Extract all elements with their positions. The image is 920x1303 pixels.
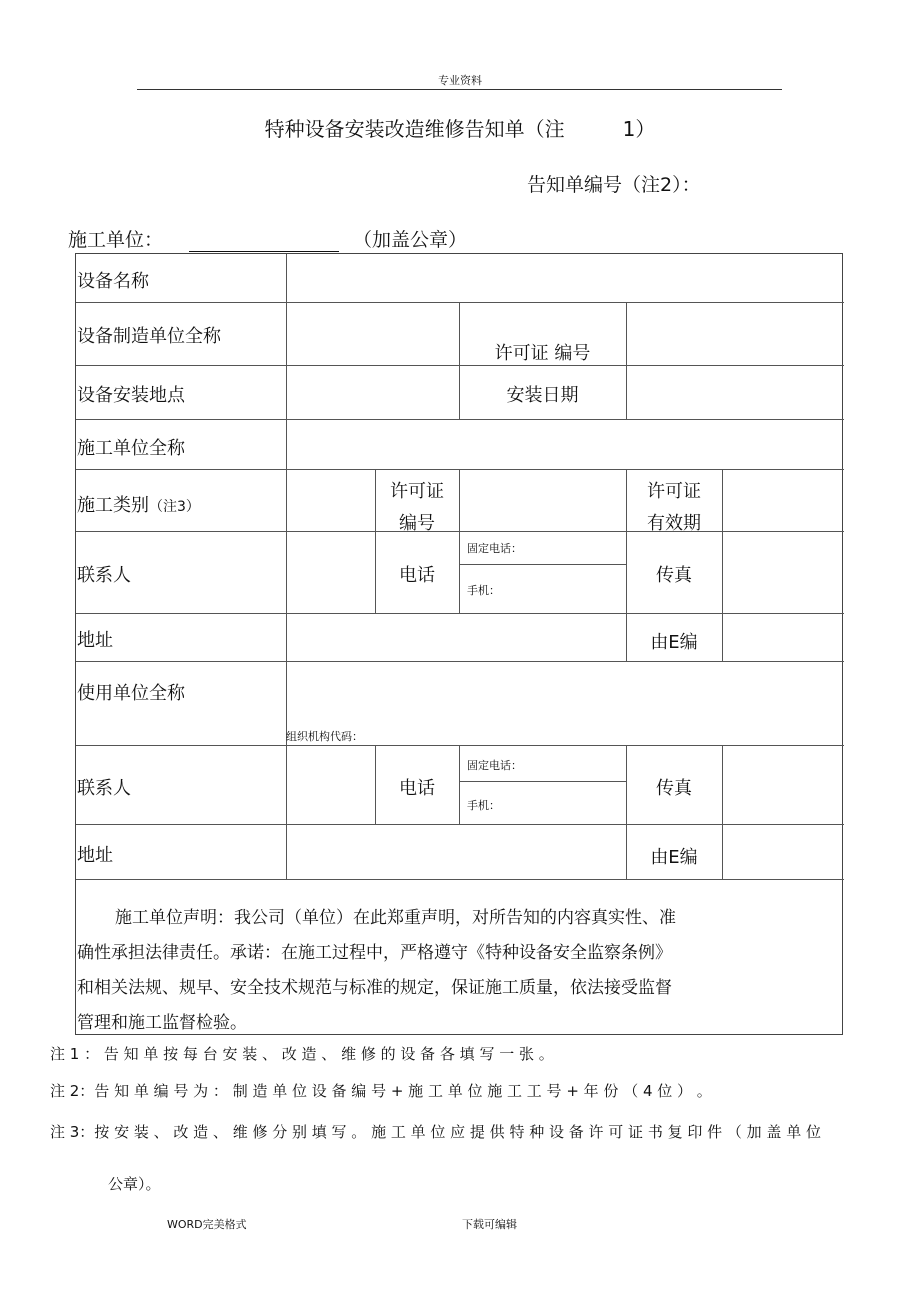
validity-label-line1: 许可证	[647, 481, 701, 502]
note-3: 注 3：按 安 装 、 改 造 、 维 修 分 别 填 写 。 施 工 单 位 应 提 供 特 种 设 备 许 可 证 书 复 印 件 （ 加 盖 单 位	[50, 1123, 821, 1141]
user-contact-field[interactable]	[287, 746, 374, 823]
mobile-label: 手机：	[467, 584, 500, 597]
construction-type-note: （注3）	[149, 499, 200, 515]
note-3-continued: 公章）。	[108, 1175, 161, 1193]
contractor-full-name-field[interactable]	[287, 420, 843, 468]
contractor-declaration	[77, 901, 837, 1041]
header-divider	[137, 89, 782, 90]
declaration-line: 确性承担法律责任。承诺：在施工过程中，严格遵守《特种设备安全监察条例》	[77, 943, 672, 963]
user-address-field[interactable]	[287, 825, 625, 878]
seal-note: （加盖公章）	[353, 229, 468, 251]
user-mobile-label: 手机：	[467, 799, 500, 812]
postcode-field[interactable]	[723, 614, 843, 660]
contractor-license-field[interactable]	[460, 470, 625, 530]
fax-label: 传真	[656, 565, 692, 586]
user-landline-label: 固定电话：	[467, 759, 522, 772]
postcode-label: 由E编	[650, 632, 698, 653]
contractor-line	[68, 225, 467, 252]
declaration-line: 和相关法规、规早、安全技术规范与标准的规定，保证施工质量，依法接受监督	[77, 978, 672, 998]
footer-left: WORD完美格式	[167, 1218, 247, 1231]
col-divider	[459, 745, 460, 824]
sub-row-divider	[459, 781, 626, 782]
user-full-name-field[interactable]	[287, 662, 843, 744]
install-location-label: 设备安装地点	[77, 385, 185, 406]
user-postcode-field[interactable]	[723, 825, 843, 878]
validity-label-line2: 有效期	[647, 513, 701, 534]
construction-type-text: 施工类别	[77, 495, 149, 516]
contact-field[interactable]	[287, 532, 374, 612]
address-label: 地址	[77, 630, 113, 651]
user-contact-label: 联系人	[77, 778, 131, 799]
user-fax-field[interactable]	[723, 746, 843, 823]
row-divider	[76, 879, 844, 880]
user-fax-label: 传真	[656, 778, 692, 799]
contractor-blank[interactable]	[189, 231, 339, 252]
license-number-label: 许可证 编号	[494, 343, 591, 364]
user-full-name-label: 使用单位全称	[77, 683, 185, 704]
note-1: 注 1 ： 告 知 单 按 每 台 安 装 、 改 造 、 维 修 的 设 备 各 填 写 一 张 。	[50, 1045, 554, 1063]
document-title	[0, 113, 920, 142]
title-main: 特种设备安装改造维修告知单（注	[264, 117, 565, 141]
declaration-line: 管理和施工监督检验。	[77, 1013, 247, 1033]
sub-row-divider	[459, 564, 626, 565]
equipment-name-label: 设备名称	[77, 271, 149, 292]
construction-type-label	[77, 491, 200, 517]
notice-number-label: 告知单编号（注2）：	[527, 174, 701, 196]
install-date-field[interactable]	[627, 366, 843, 418]
contractor-full-name-label: 施工单位全称	[77, 438, 185, 459]
license-number-field[interactable]	[627, 303, 843, 364]
manufacturer-label: 设备制造单位全称	[77, 326, 221, 347]
user-postcode-label: 由E编	[650, 847, 698, 868]
equipment-name-field[interactable]	[287, 255, 843, 301]
declaration-line: 施工单位声明：我公司（单位）在此郑重声明，对所告知的内容真实性、准	[115, 908, 676, 928]
license-label-line1: 许可证	[390, 481, 444, 502]
construction-type-field[interactable]	[287, 470, 374, 530]
contractor-label: 施工单位：	[68, 229, 164, 251]
validity-field[interactable]	[723, 470, 843, 530]
page-header: 专业资料	[438, 74, 482, 87]
note-2: 注 2：告 知 单 编 号 为 ： 制 造 单 位 设 备 编 号 + 施 工 单 位 施 工 工 号 + 年 份 （ 4 位 ） 。	[50, 1082, 712, 1100]
landline-label: 固定电话：	[467, 542, 522, 555]
install-location-field[interactable]	[287, 366, 458, 418]
phone-label: 电话	[399, 565, 435, 586]
contact-label: 联系人	[77, 565, 131, 586]
user-address-label: 地址	[77, 845, 113, 866]
license-label-line2: 编号	[399, 513, 435, 534]
fax-field[interactable]	[723, 532, 843, 612]
footer-right: 下载可编辑	[462, 1218, 517, 1231]
org-code-label: 组织机构代码：	[286, 730, 363, 743]
manufacturer-field[interactable]	[287, 303, 458, 364]
title-note-ref: 1）	[622, 117, 656, 141]
install-date-label: 安装日期	[506, 385, 579, 406]
user-phone-label: 电话	[399, 778, 435, 799]
